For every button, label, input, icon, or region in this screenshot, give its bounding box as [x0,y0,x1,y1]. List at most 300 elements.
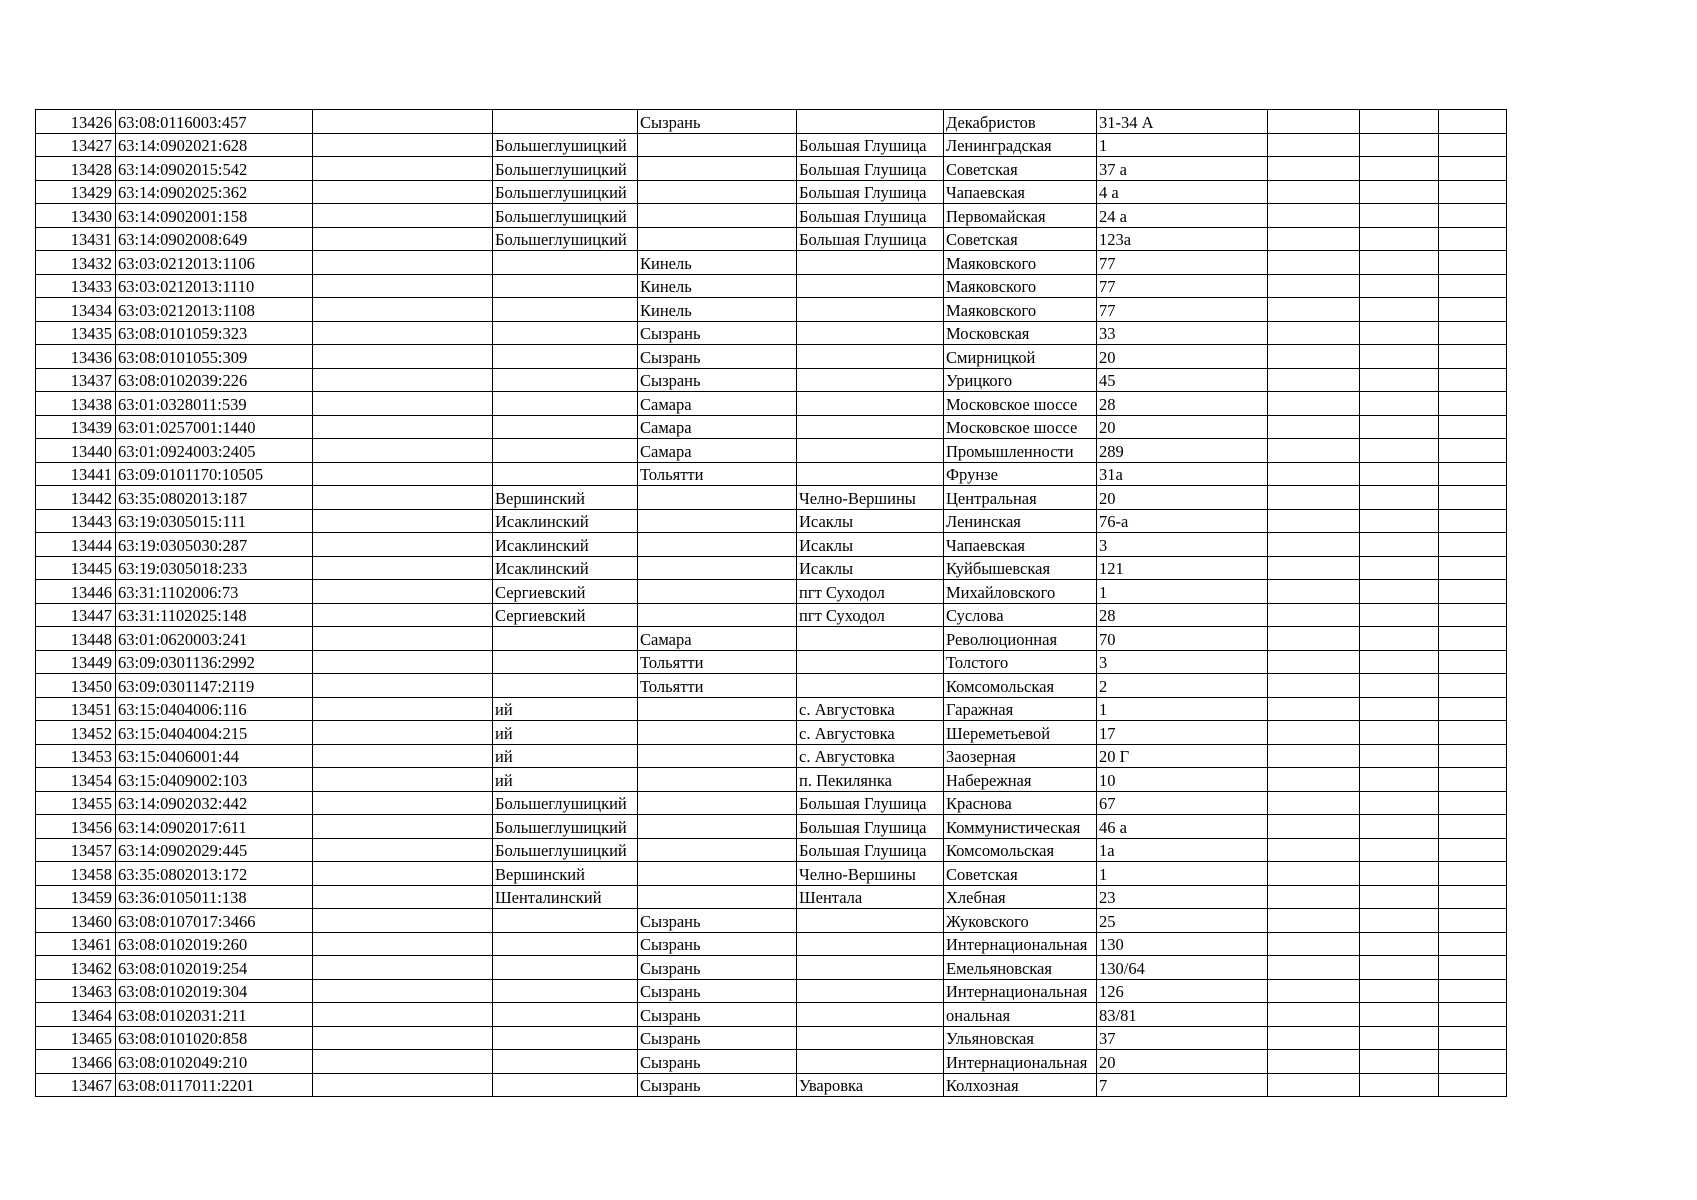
empty-cell [313,204,493,228]
street-cell: Фрунзе [944,462,1097,486]
empty-cell [313,556,493,580]
row-number-cell: 13435 [36,321,116,345]
empty-cell [1268,885,1360,909]
cadastral-number-cell: 63:08:0102039:226 [116,368,313,392]
district-cell [493,627,638,651]
district-cell [493,650,638,674]
table-row [36,556,1507,580]
row-number-cell: 13429 [36,180,116,204]
city-cell [638,838,797,862]
empty-cell [1268,321,1360,345]
table-row [36,979,1507,1003]
table-row [36,909,1507,933]
empty-cell [1268,1003,1360,1027]
street-cell: Суслова [944,603,1097,627]
district-cell [493,368,638,392]
empty-cell [1268,392,1360,416]
empty-cell [1360,415,1439,439]
empty-cell [1439,1050,1507,1074]
row-number-cell: 13461 [36,932,116,956]
district-cell: Большеглушицкий [493,838,638,862]
empty-cell [313,768,493,792]
empty-cell [1360,580,1439,604]
house-number-cell: 1 [1097,862,1268,886]
city-cell [638,486,797,510]
row-number-cell: 13441 [36,462,116,486]
street-cell: Интернациональная [944,979,1097,1003]
house-number-cell: 83/81 [1097,1003,1268,1027]
empty-cell [1439,110,1507,134]
empty-cell [313,932,493,956]
empty-cell [1268,697,1360,721]
district-cell: Сергиевский [493,580,638,604]
empty-cell [1439,227,1507,251]
empty-cell [313,345,493,369]
house-number-cell: 130/64 [1097,956,1268,980]
row-number-cell: 13427 [36,133,116,157]
cadastral-number-cell: 63:36:0105011:138 [116,885,313,909]
settlement-cell [797,674,944,698]
settlement-cell: пгт Суходол [797,603,944,627]
district-cell: Большеглушицкий [493,204,638,228]
table-row [36,533,1507,557]
empty-cell [1268,956,1360,980]
table-row [36,133,1507,157]
table-row [36,862,1507,886]
city-cell: Сызрань [638,1050,797,1074]
table-row [36,110,1507,134]
district-cell: Большеглушицкий [493,133,638,157]
street-cell: Краснова [944,791,1097,815]
empty-cell [1360,815,1439,839]
house-number-cell: 67 [1097,791,1268,815]
empty-cell [1360,204,1439,228]
empty-cell [313,321,493,345]
empty-cell [1360,110,1439,134]
cadastral-number-cell: 63:15:0406001:44 [116,744,313,768]
city-cell: Сызрань [638,1026,797,1050]
row-number-cell: 13465 [36,1026,116,1050]
empty-cell [1268,932,1360,956]
empty-cell [1360,1026,1439,1050]
cadastral-number-cell: 63:08:0102019:260 [116,932,313,956]
cadastral-number-cell: 63:09:0301147:2119 [116,674,313,698]
empty-cell [313,392,493,416]
district-cell: Сергиевский [493,603,638,627]
city-cell: Сызрань [638,979,797,1003]
house-number-cell: 20 [1097,345,1268,369]
settlement-cell: с. Августовка [797,721,944,745]
empty-cell [1439,180,1507,204]
table-row [36,274,1507,298]
empty-cell [1439,439,1507,463]
empty-cell [1439,345,1507,369]
cadastral-number-cell: 63:19:0305018:233 [116,556,313,580]
empty-cell [1268,1073,1360,1097]
empty-cell [1268,1050,1360,1074]
table-row [36,180,1507,204]
row-number-cell: 13445 [36,556,116,580]
street-cell: Центральная [944,486,1097,510]
table-row [36,650,1507,674]
cadastral-number-cell: 63:14:0902015:542 [116,157,313,181]
empty-cell [1439,650,1507,674]
settlement-cell [797,909,944,933]
row-number-cell: 13459 [36,885,116,909]
street-cell: Чапаевская [944,533,1097,557]
settlement-cell: Челно-Вершины [797,486,944,510]
empty-cell [1268,650,1360,674]
table-row [36,768,1507,792]
district-cell [493,1073,638,1097]
empty-cell [1268,768,1360,792]
empty-cell [1439,627,1507,651]
empty-cell [313,274,493,298]
district-cell [493,1050,638,1074]
street-cell: Чапаевская [944,180,1097,204]
street-cell: Интернациональная [944,932,1097,956]
table-row [36,1026,1507,1050]
street-cell: Шереметьевой [944,721,1097,745]
settlement-cell [797,650,944,674]
district-cell [493,932,638,956]
row-number-cell: 13433 [36,274,116,298]
empty-cell [1268,180,1360,204]
empty-cell [1360,439,1439,463]
empty-cell [1360,180,1439,204]
city-cell [638,815,797,839]
settlement-cell: пгт Суходол [797,580,944,604]
district-cell [493,979,638,1003]
empty-cell [313,133,493,157]
district-cell [493,1026,638,1050]
empty-cell [313,697,493,721]
empty-cell [313,157,493,181]
settlement-cell: Исаклы [797,556,944,580]
empty-cell [1439,862,1507,886]
house-number-cell: 123а [1097,227,1268,251]
row-number-cell: 13440 [36,439,116,463]
row-number-cell: 13452 [36,721,116,745]
house-number-cell: 76-а [1097,509,1268,533]
empty-cell [1360,1050,1439,1074]
settlement-cell [797,321,944,345]
district-cell: ий [493,721,638,745]
empty-cell [1268,298,1360,322]
empty-cell [1439,815,1507,839]
street-cell: Ульяновская [944,1026,1097,1050]
city-cell [638,862,797,886]
house-number-cell: 46 а [1097,815,1268,839]
empty-cell [1268,227,1360,251]
empty-cell [1268,368,1360,392]
empty-cell [313,1050,493,1074]
empty-cell [1360,838,1439,862]
street-cell: Урицкого [944,368,1097,392]
empty-cell [1268,486,1360,510]
cadastral-number-cell: 63:14:0902025:362 [116,180,313,204]
street-cell: Смирницкой [944,345,1097,369]
city-cell: Самара [638,415,797,439]
empty-cell [313,744,493,768]
house-number-cell: 25 [1097,909,1268,933]
settlement-cell: Шентала [797,885,944,909]
table-row [36,462,1507,486]
street-cell: Промышленности [944,439,1097,463]
street-cell: Коммунистическая [944,815,1097,839]
settlement-cell [797,110,944,134]
table-row [36,251,1507,275]
row-number-cell: 13456 [36,815,116,839]
row-number-cell: 13438 [36,392,116,416]
empty-cell [313,439,493,463]
district-cell: Исаклинский [493,556,638,580]
empty-cell [313,486,493,510]
house-number-cell: 24 а [1097,204,1268,228]
city-cell: Кинель [638,274,797,298]
house-number-cell: 20 [1097,486,1268,510]
empty-cell [1439,556,1507,580]
cadastral-number-cell: 63:08:0117011:2201 [116,1073,313,1097]
empty-cell [1439,133,1507,157]
street-cell: Михайловского [944,580,1097,604]
city-cell [638,768,797,792]
empty-cell [1439,415,1507,439]
street-cell: Ленинградская [944,133,1097,157]
empty-cell [1439,274,1507,298]
cadastral-number-cell: 63:35:0802013:172 [116,862,313,886]
house-number-cell: 77 [1097,298,1268,322]
city-cell [638,227,797,251]
empty-cell [1439,791,1507,815]
empty-cell [1360,650,1439,674]
street-cell: Куйбышевская [944,556,1097,580]
empty-cell [1439,979,1507,1003]
house-number-cell: 3 [1097,650,1268,674]
cadastral-number-cell: 63:01:0924003:2405 [116,439,313,463]
house-number-cell: 1а [1097,838,1268,862]
empty-cell [1439,1073,1507,1097]
city-cell: Сызрань [638,932,797,956]
settlement-cell [797,298,944,322]
table-row [36,368,1507,392]
cadastral-number-cell: 63:01:0328011:539 [116,392,313,416]
settlement-cell [797,1050,944,1074]
empty-cell [313,533,493,557]
empty-cell [313,580,493,604]
table-row [36,721,1507,745]
row-number-cell: 13426 [36,110,116,134]
empty-cell [313,1073,493,1097]
house-number-cell: 70 [1097,627,1268,651]
settlement-cell: Большая Глушица [797,791,944,815]
street-cell: Жуковского [944,909,1097,933]
settlement-cell [797,932,944,956]
district-cell [493,298,638,322]
street-cell: Московское шоссе [944,392,1097,416]
empty-cell [1439,251,1507,275]
district-cell: Большеглушицкий [493,791,638,815]
district-cell [493,462,638,486]
empty-cell [313,227,493,251]
cadastral-number-cell: 63:08:0107017:3466 [116,909,313,933]
cadastral-number-cell: 63:01:0257001:1440 [116,415,313,439]
row-number-cell: 13462 [36,956,116,980]
empty-cell [1360,768,1439,792]
cadastral-number-cell: 63:14:0902021:628 [116,133,313,157]
city-cell [638,157,797,181]
table-row [36,392,1507,416]
empty-cell [1360,368,1439,392]
cadastral-number-cell: 63:09:0101170:10505 [116,462,313,486]
empty-cell [1268,533,1360,557]
district-cell [493,321,638,345]
empty-cell [1268,1026,1360,1050]
settlement-cell: с. Августовка [797,697,944,721]
cadastral-number-cell: 63:14:0902029:445 [116,838,313,862]
empty-cell [1268,815,1360,839]
empty-cell [313,462,493,486]
empty-cell [1268,862,1360,886]
cadastral-number-cell: 63:35:0802013:187 [116,486,313,510]
house-number-cell: 23 [1097,885,1268,909]
district-cell: ий [493,744,638,768]
street-cell: Маяковского [944,298,1097,322]
empty-cell [1439,603,1507,627]
house-number-cell: 1 [1097,697,1268,721]
empty-cell [313,650,493,674]
cadastral-number-cell: 63:14:0902001:158 [116,204,313,228]
house-number-cell: 77 [1097,251,1268,275]
empty-cell [1439,321,1507,345]
row-number-cell: 13439 [36,415,116,439]
street-cell: Комсомольская [944,838,1097,862]
settlement-cell [797,345,944,369]
settlement-cell: Большая Глушица [797,227,944,251]
empty-cell [1268,415,1360,439]
house-number-cell: 31а [1097,462,1268,486]
cadastral-number-cell: 63:14:0902017:611 [116,815,313,839]
empty-cell [313,862,493,886]
cadastral-number-cell: 63:15:0404004:215 [116,721,313,745]
house-number-cell: 17 [1097,721,1268,745]
empty-cell [1268,627,1360,651]
empty-cell [313,815,493,839]
cadastral-number-cell: 63:19:0305030:287 [116,533,313,557]
settlement-cell: Большая Глушица [797,204,944,228]
street-cell: Интернациональная [944,1050,1097,1074]
row-number-cell: 13447 [36,603,116,627]
table-body [36,110,1507,1097]
cadastral-number-cell: 63:08:0101055:309 [116,345,313,369]
house-number-cell: 130 [1097,932,1268,956]
cadastral-number-cell: 63:15:0404006:116 [116,697,313,721]
district-cell: ий [493,768,638,792]
settlement-cell: Большая Глушица [797,180,944,204]
district-cell: Большеглушицкий [493,157,638,181]
row-number-cell: 13450 [36,674,116,698]
cadastral-number-cell: 63:15:0409002:103 [116,768,313,792]
district-cell: ий [493,697,638,721]
empty-cell [1439,392,1507,416]
empty-cell [1360,932,1439,956]
empty-cell [1360,298,1439,322]
table-row [36,227,1507,251]
street-cell: Гаражная [944,697,1097,721]
table-row [36,580,1507,604]
table-row [36,932,1507,956]
table-row [36,744,1507,768]
table-row [36,486,1507,510]
house-number-cell: 33 [1097,321,1268,345]
empty-cell [1439,1026,1507,1050]
house-number-cell: 20 Г [1097,744,1268,768]
district-cell [493,956,638,980]
street-cell: Комсомольская [944,674,1097,698]
table-row [36,674,1507,698]
settlement-cell [797,979,944,1003]
settlement-cell: Большая Глушица [797,157,944,181]
settlement-cell [797,627,944,651]
district-cell [493,392,638,416]
settlement-cell [797,462,944,486]
empty-cell [1360,462,1439,486]
empty-cell [1268,274,1360,298]
row-number-cell: 13460 [36,909,116,933]
row-number-cell: 13434 [36,298,116,322]
empty-cell [1268,721,1360,745]
cadastral-number-cell: 63:08:0102049:210 [116,1050,313,1074]
table-row [36,815,1507,839]
settlement-cell: Уваровка [797,1073,944,1097]
row-number-cell: 13444 [36,533,116,557]
table-row [36,321,1507,345]
empty-cell [1268,909,1360,933]
cadastral-number-cell: 63:03:0212013:1106 [116,251,313,275]
settlement-cell [797,1003,944,1027]
house-number-cell: 45 [1097,368,1268,392]
settlement-cell: п. Пекилянка [797,768,944,792]
empty-cell [1268,439,1360,463]
cadastral-number-cell: 63:08:0102019:254 [116,956,313,980]
cadastral-number-cell: 63:01:0620003:241 [116,627,313,651]
table-row [36,1073,1507,1097]
empty-cell [1360,697,1439,721]
district-cell [493,110,638,134]
empty-cell [313,674,493,698]
cadastral-number-cell: 63:08:0102031:211 [116,1003,313,1027]
district-cell [493,415,638,439]
table-row [36,439,1507,463]
house-number-cell: 20 [1097,1050,1268,1074]
empty-cell [1439,368,1507,392]
district-cell: Шенталинский [493,885,638,909]
empty-cell [1360,603,1439,627]
cadastral-number-cell: 63:08:0101020:858 [116,1026,313,1050]
district-cell: Исаклинский [493,533,638,557]
table-row [36,204,1507,228]
cadastral-number-cell: 63:31:1102025:148 [116,603,313,627]
empty-cell [1268,556,1360,580]
row-number-cell: 13451 [36,697,116,721]
city-cell: Самара [638,439,797,463]
empty-cell [1360,533,1439,557]
row-number-cell: 13431 [36,227,116,251]
empty-cell [1268,157,1360,181]
empty-cell [1360,885,1439,909]
empty-cell [1360,627,1439,651]
empty-cell [1360,133,1439,157]
